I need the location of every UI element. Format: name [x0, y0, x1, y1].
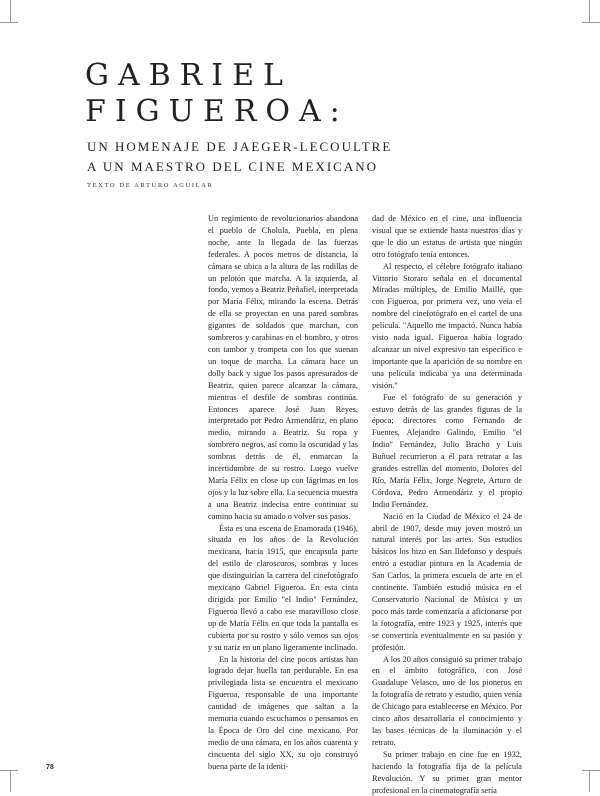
crop-mark-top-left-h	[0, 22, 18, 23]
paragraph: Ésta es una escena de Enamorada (1946), situada en los años de la Revolución mexicana, hacia 1915, que encapsula parte del estilo de claroscuros, sombras y luces que distinguirían la carrera del cinefotógrafo mexicano Gabriel Figueroa. En esta cinta dirigida por Emilio "el Indio" Fernández, Figueroa llevó a cabo ese maravilloso close up de María Félix en que toda la pantalla es cubierta por su rostro y sólo vemos sus ojos y su nariz en un plano ligeramente inclinado.	[208, 523, 358, 652]
title-line-1: GABRIEL	[85, 58, 292, 93]
crop-mark-bottom-right-h	[582, 770, 600, 771]
paragraph: Nació en la Ciudad de México el 24 de abril de 1907, desde muy joven mostró un natural interés por las artes. Sus estudios básicos los hizo en San Ildefonso y después entró a estudiar pintura en la Academia de San Carlos, la primera escuela de arte en el continente. También estudió música en el Conservatorio Nacional de Música y un poco más tarde comenzaría a aficionarse por la fotografía, entre 1923 y 1925, interés que se convertiría eventualmente en su pasión y profesión.	[372, 511, 522, 652]
paragraph: En la historia del cine pocos artistas han logrado dejar huella tan perdurable. En esa privilegiada lista se encuentra el mexicano Figueroa, responsable de una importante cantidad de imágenes que saltan a la memoria cuando escuchamos o pensamos en la Época de Oro del cine mexicano. Por medio de una cámara, en los años cuarenta y cincuenta del siglo XX, su ojo construyó buena parte de la identi-	[208, 654, 358, 771]
page-number: 78	[46, 764, 54, 771]
paragraph: Fue el fotógrafo de su generación y estuvo detrás de las grandes figuras de la época; directores como Fernando de Fuentes, Alejandro Galindo, Emilio "el Indio" Fernández, Julio Bracho y Luis Buñuel recurrieron a él para retratar a las grandes estrellas del momento, Dolores del Río, María Félix, Jorge Negrete, Arturo de Córdova, Pedro Armendáriz y el propio Indio Fernández.	[372, 392, 522, 509]
crop-mark-top-left	[10, 0, 11, 22]
text-column-2	[372, 213, 522, 796]
crop-mark-top-right	[589, 0, 590, 22]
paragraph: A los 20 años consiguió su primer trabajo en el ámbito fotográfico, con José Guadalupe Velasco, uno de los pioneros en la fotografía de retrato y estudio, quien venía de Chicago para establecerse en México. Por cinco años desarrollaría el conocimiento y las bases técnicas de la iluminación y el retrato.	[372, 654, 522, 747]
text-column-1	[208, 213, 358, 773]
crop-mark-bottom-left-h	[0, 770, 18, 771]
crop-mark-top-right-h	[582, 22, 600, 23]
crop-mark-bottom-left	[10, 770, 11, 792]
paragraph: dad de México en el cine, una influencia visual que se extiende hasta nuestros días y que le dio un estatus de artista que ningún otro fotógrafo tenía entonces.	[372, 214, 522, 259]
crop-mark-bottom-right	[589, 770, 590, 792]
article-title	[85, 58, 349, 130]
article-subtitle	[87, 137, 392, 177]
paragraph: Al respecto, el célebre fotógrafo italiano Vittorio Storaro señala en el documental Miradas múltiples, de Emilio Maillé, que con Figueroa, por primera vez, uno veía el nombre del cinefotógrafo en el cartel de una película. "Aquello me impactó. Nunca había visto nada igual. Figueroa había logrado alcanzar un nivel expresivo tan específico e importante que la aparición de su nombre en una película indicaba ya una determinada visión."	[372, 261, 522, 390]
byline: TEXTO DE ARTURO AGUILAR	[87, 182, 214, 189]
title-line-2: FIGUEROA:	[85, 94, 349, 129]
subtitle-line-2: A UN MAESTRO DEL CINE MEXICANO	[87, 159, 378, 174]
paragraph: Un regimiento de revolucionarios abandona el pueblo de Cholula, Puebla, en plena noche, ante la llegada de las fuerzas federales. A pocos metros de distancia, la cámara se ubica a la altura de las rodillas de un pelotón que marcha. A la izquierda, al fondo, vemos a Beatriz Peñafiel, interpretada por María Félix, mirando la escena. Detrás de ella se proyectan en una pared sombras gigantes de soldados que marchan, con sombreros y carabinas en el hombro, y otros con tambor y trompeta con los que suenan un toque de marcha. La cámara hace un dolly back y sigue los pasos apresurados de Beatriz, quien parece alcanzar la cámara, mientras el desfile de sombras continúa. Entonces aparece José Juan Reyes, interpretado por Pedro Armendáriz, en plano medio, mirando a Beatriz. Su ropa y sombrero negros, así como la oscuridad y las sombras detrás de él, enmarcan la incertidumbre de su rostro. Luego vuelve María Félix en close up con lágrimas en los ojos y la luz sobre ella. La secuencia muestra a una Beatriz indecisa entre continuar su camino hacia su amado o volver sus pasos.	[208, 214, 358, 521]
paragraph: Su primer trabajo en cine fue en 1932, haciendo la fotografía fija de la película Revolución. Y su primer gran mentor profesional en la cinematografía sería	[372, 749, 522, 795]
subtitle-line-1: UN HOMENAJE DE JAEGER-LECOULTRE	[87, 139, 393, 154]
